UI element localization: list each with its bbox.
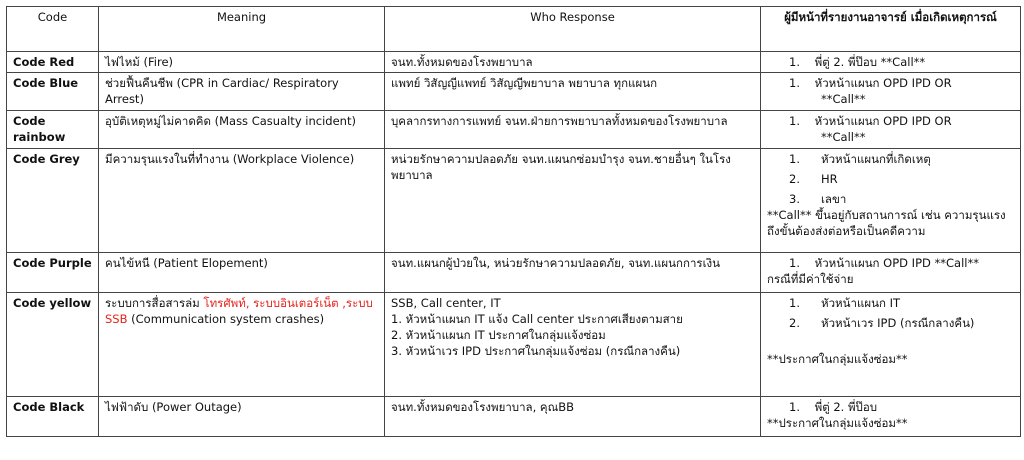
meaning-cell: อุบัติเหตุหมู่ไม่คาดคิด (Mass Casualty incident) (99, 111, 385, 149)
who-line: 2. หัวหน้าแผนก IT ประกาศในกลุ่มแจ้งซ่อม (391, 328, 606, 342)
report-number: 1. (789, 114, 800, 128)
red-highlight-text: โทรศัพท์, ระบบอินเตอร์เน็ต ,ระบบ SSB (105, 296, 373, 326)
code-cell: Code rainbow (7, 111, 99, 149)
emergency-code-table-container (6, 6, 1021, 437)
header-who-response: Who Response (385, 7, 761, 52)
who-response-cell: แพทย์ วิสัญญีแพทย์ วิสัญญีพยาบาล พยาบาล ทุกแผนก (385, 73, 761, 111)
code-cell: Code Grey (7, 149, 99, 253)
code-cell: Code yellow (7, 293, 99, 397)
who-response-cell: จนท.ทั้งหมดของโรงพยาบาล, คุณBB (385, 397, 761, 437)
who-line: SSB, Call center, IT (391, 296, 501, 310)
report-text: พี่ตู่ 2. พี่ป๊อบ (814, 400, 878, 414)
report-number: 1. (789, 55, 800, 69)
meaning-cell: มีความรุนแรงในที่ทำงาน (Workplace Violence) (99, 149, 385, 253)
meaning-cell: ไฟฟ้าดับ (Power Outage) (99, 397, 385, 437)
report-condition: กรณีที่มีค่าใช้จ่าย (767, 272, 854, 286)
report-text: หัวหน้าแผนก OPD IPD OR (814, 76, 952, 90)
report-list (767, 295, 1014, 331)
report-note: **ประกาศในกลุ่มแจ้งซ่อม** (767, 416, 908, 430)
report-note: **Call** ขึ้นอยู่กับสถานการณ์ เช่น ความรุนแรงถึงขั้นต้องส่งต่อหรือเป็นคดีความ (767, 208, 1006, 238)
report-number: 1. (789, 76, 800, 90)
report-cell (761, 73, 1021, 111)
report-text: หัวหน้าแผนก OPD IPD OR (814, 114, 952, 128)
header-code: Code (7, 7, 99, 52)
report-cell (761, 52, 1021, 73)
code-cell: Code Purple (7, 253, 99, 293)
report-cell (761, 397, 1021, 437)
report-number: 1. (789, 400, 800, 414)
who-response-cell: จนท.แผนกผู้ป่วยใน, หน่วยรักษาความปลอดภัย, จนท.แผนกการเงิน (385, 253, 761, 293)
list-item: 1. หัวหน้าแผนกที่เกิดเหตุ (789, 152, 931, 166)
who-line: 3. หัวหน้าเวร IPD ประกาศในกลุ่มแจ้งซ่อม (กรณีกลางคืน) (391, 344, 681, 358)
report-text: พี่ตู่ 2. พี่ป๊อบ **Call** (814, 55, 926, 69)
who-line: 1. หัวหน้าแผนก IT แจ้ง Call center ประกาศเสียงตามสาย (391, 312, 683, 326)
list-item: 2. หัวหน้าเวร IPD (กรณีกลางคืน) (789, 316, 975, 330)
report-cell (761, 293, 1021, 397)
table-row (7, 149, 1021, 253)
meaning-cell: ระบบการสื่อสารล่ม โทรศัพท์, ระบบอินเตอร์เน็ต ,ระบบ SSB (Communication system crashes) (99, 293, 385, 397)
who-response-cell: จนท.ทั้งหมดของโรงพยาบาล (385, 52, 761, 73)
who-response-cell: บุคลากรทางการแพทย์ จนท.ฝ่ายการพยาบาลทั้งหมดของโรงพยาบาล (385, 111, 761, 149)
table-row (7, 397, 1021, 437)
table-row (7, 293, 1021, 397)
who-response-cell (385, 293, 761, 397)
table-row (7, 52, 1021, 73)
emergency-code-table (6, 6, 1021, 437)
who-response-cell: หน่วยรักษาความปลอดภัย จนท.แผนกซ่อมบำรุง จนท.ชายอื่นๆ ในโรงพยาบาล (385, 149, 761, 253)
meaning-cell: คนไข้หนี (Patient Elopement) (99, 253, 385, 293)
code-cell: Code Red (7, 52, 99, 73)
header-row (7, 7, 1021, 52)
table-row (7, 73, 1021, 111)
code-cell: Code Black (7, 397, 99, 437)
header-meaning: Meaning (99, 7, 385, 52)
list-item: 2. HR (789, 172, 838, 186)
report-call-note: **Call** (821, 130, 866, 144)
meaning-cell: ไฟไหม้ (Fire) (99, 52, 385, 73)
meaning-cell: ช่วยฟื้นคืนชีพ (CPR in Cardiac/ Respiratory Arrest) (99, 73, 385, 111)
code-cell: Code Blue (7, 73, 99, 111)
report-cell (761, 149, 1021, 253)
report-call-note: **Call** (821, 92, 866, 106)
report-cell (761, 253, 1021, 293)
report-cell (761, 111, 1021, 149)
report-text: หัวหน้าแผนก OPD IPD **Call** (814, 256, 979, 270)
report-number: 1. (789, 256, 800, 270)
table-row (7, 253, 1021, 293)
list-item: 3. เลขา (789, 192, 847, 206)
report-note: **ประกาศในกลุ่มแจ้งซ่อม** (767, 352, 908, 366)
list-item: 1. หัวหน้าแผนก IT (789, 296, 900, 310)
header-report-to: ผู้มีหน้าที่รายงานอาจารย์ เมื่อเกิดเหตุการณ์ (761, 7, 1021, 52)
table-row (7, 111, 1021, 149)
report-list (767, 151, 1014, 207)
